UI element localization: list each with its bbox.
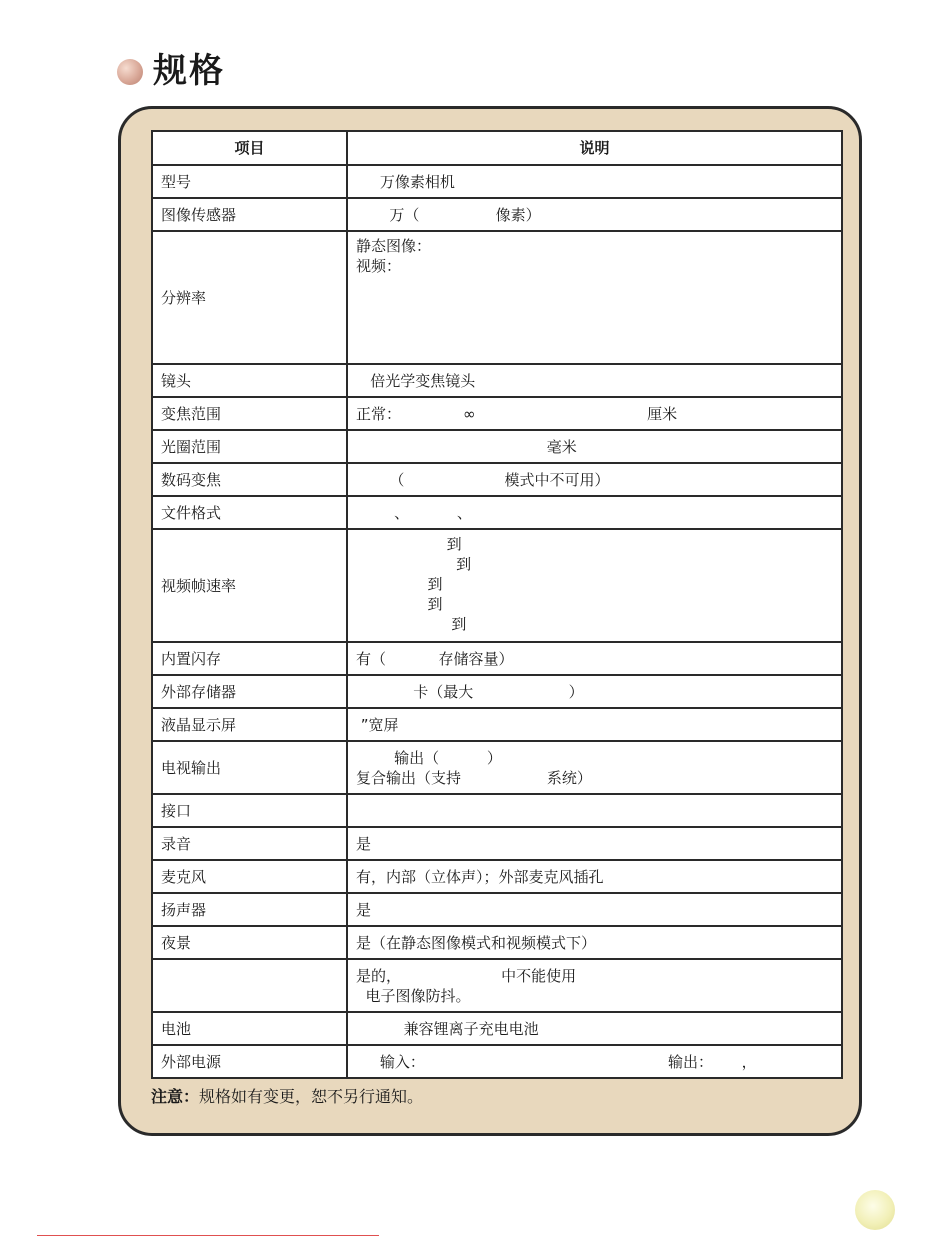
description-line: 万（ 像素） bbox=[356, 205, 541, 224]
spec-item-description bbox=[347, 165, 842, 198]
description-line: （ 模式中不可用） bbox=[356, 470, 610, 489]
spec-table bbox=[151, 130, 843, 1079]
table-row bbox=[152, 1045, 842, 1078]
spec-item-description bbox=[347, 198, 842, 231]
description-line: ”宽屏 bbox=[356, 715, 399, 734]
spec-item-description bbox=[347, 463, 842, 496]
spec-item-description bbox=[347, 529, 842, 642]
description-line: 正常： ∞ 厘米 bbox=[356, 404, 678, 423]
description-line bbox=[356, 296, 833, 316]
spec-item-label: 镜头 bbox=[152, 364, 347, 397]
description-line bbox=[356, 316, 833, 336]
description-line: 到 bbox=[356, 615, 467, 633]
description-line: 万像素相机 bbox=[356, 172, 455, 191]
title-bullet-icon bbox=[117, 59, 143, 85]
description-line bbox=[356, 336, 833, 356]
note-label: 注意： bbox=[151, 1087, 200, 1106]
table-row bbox=[152, 893, 842, 926]
spec-item-label bbox=[152, 959, 347, 1012]
spec-item-label: 数码变焦 bbox=[152, 463, 347, 496]
spec-item-label: 接口 bbox=[152, 794, 347, 827]
table-row bbox=[152, 496, 842, 529]
page-title: 规格 bbox=[153, 51, 225, 91]
spec-item-label: 型号 bbox=[152, 165, 347, 198]
divider-line bbox=[37, 1235, 379, 1236]
page-number-badge bbox=[855, 1190, 895, 1230]
spec-item-label: 视频帧速率 bbox=[152, 529, 347, 642]
spec-item-label: 分辨率 bbox=[152, 231, 347, 364]
column-header-item: 项目 bbox=[152, 131, 347, 165]
spec-item-label: 光圈范围 bbox=[152, 430, 347, 463]
table-row bbox=[152, 1012, 842, 1045]
description-line: 是（在静态图像模式和视频模式下） bbox=[356, 933, 597, 952]
description-line bbox=[356, 276, 833, 296]
spec-item-label: 外部电源 bbox=[152, 1045, 347, 1078]
table-row bbox=[152, 642, 842, 675]
spec-item-label: 变焦范围 bbox=[152, 397, 347, 430]
spec-item-label: 夜景 bbox=[152, 926, 347, 959]
table-row bbox=[152, 198, 842, 231]
spec-item-label: 内置闪存 bbox=[152, 642, 347, 675]
table-row bbox=[152, 231, 842, 364]
column-header-description: 说明 bbox=[347, 131, 842, 165]
description-line: 是 bbox=[356, 834, 372, 853]
table-row bbox=[152, 397, 842, 430]
spec-item-label: 外部存储器 bbox=[152, 675, 347, 708]
note bbox=[151, 1086, 423, 1108]
spec-item-description bbox=[347, 642, 842, 675]
spec-item-description bbox=[347, 397, 842, 430]
description-line: 到 bbox=[356, 555, 472, 573]
spec-item-label: 图像传感器 bbox=[152, 198, 347, 231]
description-line: 倍光学变焦镜头 bbox=[356, 371, 476, 390]
description-line: 静态图像： bbox=[356, 237, 432, 255]
description-line: 视频： bbox=[356, 257, 402, 275]
table-row bbox=[152, 165, 842, 198]
spec-item-label: 电池 bbox=[152, 1012, 347, 1045]
description-line bbox=[356, 801, 833, 821]
description-line: 复合输出（支持 系统） bbox=[356, 768, 592, 787]
spec-item-description bbox=[347, 741, 842, 794]
table-row bbox=[152, 708, 842, 741]
table-row bbox=[152, 860, 842, 893]
spec-item-label: 电视输出 bbox=[152, 741, 347, 794]
spec-item-description bbox=[347, 708, 842, 741]
table-row bbox=[152, 529, 842, 642]
table-row bbox=[152, 926, 842, 959]
description-line: 到 bbox=[356, 575, 443, 593]
spec-item-label: 扬声器 bbox=[152, 893, 347, 926]
spec-item-description bbox=[347, 1045, 842, 1078]
table-row bbox=[152, 463, 842, 496]
description-line: 、 、 bbox=[356, 503, 472, 522]
table-row bbox=[152, 794, 842, 827]
description-line: 是的， 中不能使用 bbox=[356, 966, 577, 985]
table-row bbox=[152, 741, 842, 794]
description-line: 输出（ ） bbox=[356, 748, 502, 767]
description-line: 电子图像防抖。 bbox=[356, 986, 471, 1005]
table-row bbox=[152, 827, 842, 860]
spec-item-label: 文件格式 bbox=[152, 496, 347, 529]
description-line: 到 bbox=[356, 595, 443, 613]
description-line: 输入： 输出： ， bbox=[356, 1052, 757, 1071]
description-line: 是 bbox=[356, 900, 372, 919]
spec-item-description bbox=[347, 794, 842, 827]
spec-item-description bbox=[347, 430, 842, 463]
note-text: 规格如有变更，恕不另行通知。 bbox=[199, 1087, 424, 1106]
spec-item-description bbox=[347, 827, 842, 860]
description-line: 到 bbox=[356, 535, 462, 553]
spec-item-description bbox=[347, 926, 842, 959]
spec-item-description bbox=[347, 496, 842, 529]
spec-item-description bbox=[347, 893, 842, 926]
spec-item-description bbox=[347, 675, 842, 708]
table-row bbox=[152, 430, 842, 463]
description-line: 有，内部（立体声）；外部麦克风插孔 bbox=[356, 867, 604, 886]
spec-item-label: 录音 bbox=[152, 827, 347, 860]
spec-item-description bbox=[347, 1012, 842, 1045]
description-line: 毫米 bbox=[356, 437, 577, 456]
spec-item-label: 液晶显示屏 bbox=[152, 708, 347, 741]
spec-item-description bbox=[347, 959, 842, 1012]
description-line: 兼容锂离子充电电池 bbox=[356, 1019, 539, 1038]
spec-item-label: 麦克风 bbox=[152, 860, 347, 893]
description-line: 卡（最大 ） bbox=[356, 682, 584, 701]
spec-item-description bbox=[347, 231, 842, 364]
table-row bbox=[152, 959, 842, 1012]
spec-item-description bbox=[347, 860, 842, 893]
table-row bbox=[152, 364, 842, 397]
description-line: 有（ 存储容量） bbox=[356, 649, 514, 668]
table-row bbox=[152, 675, 842, 708]
spec-item-description bbox=[347, 364, 842, 397]
table-header-row bbox=[152, 131, 842, 165]
